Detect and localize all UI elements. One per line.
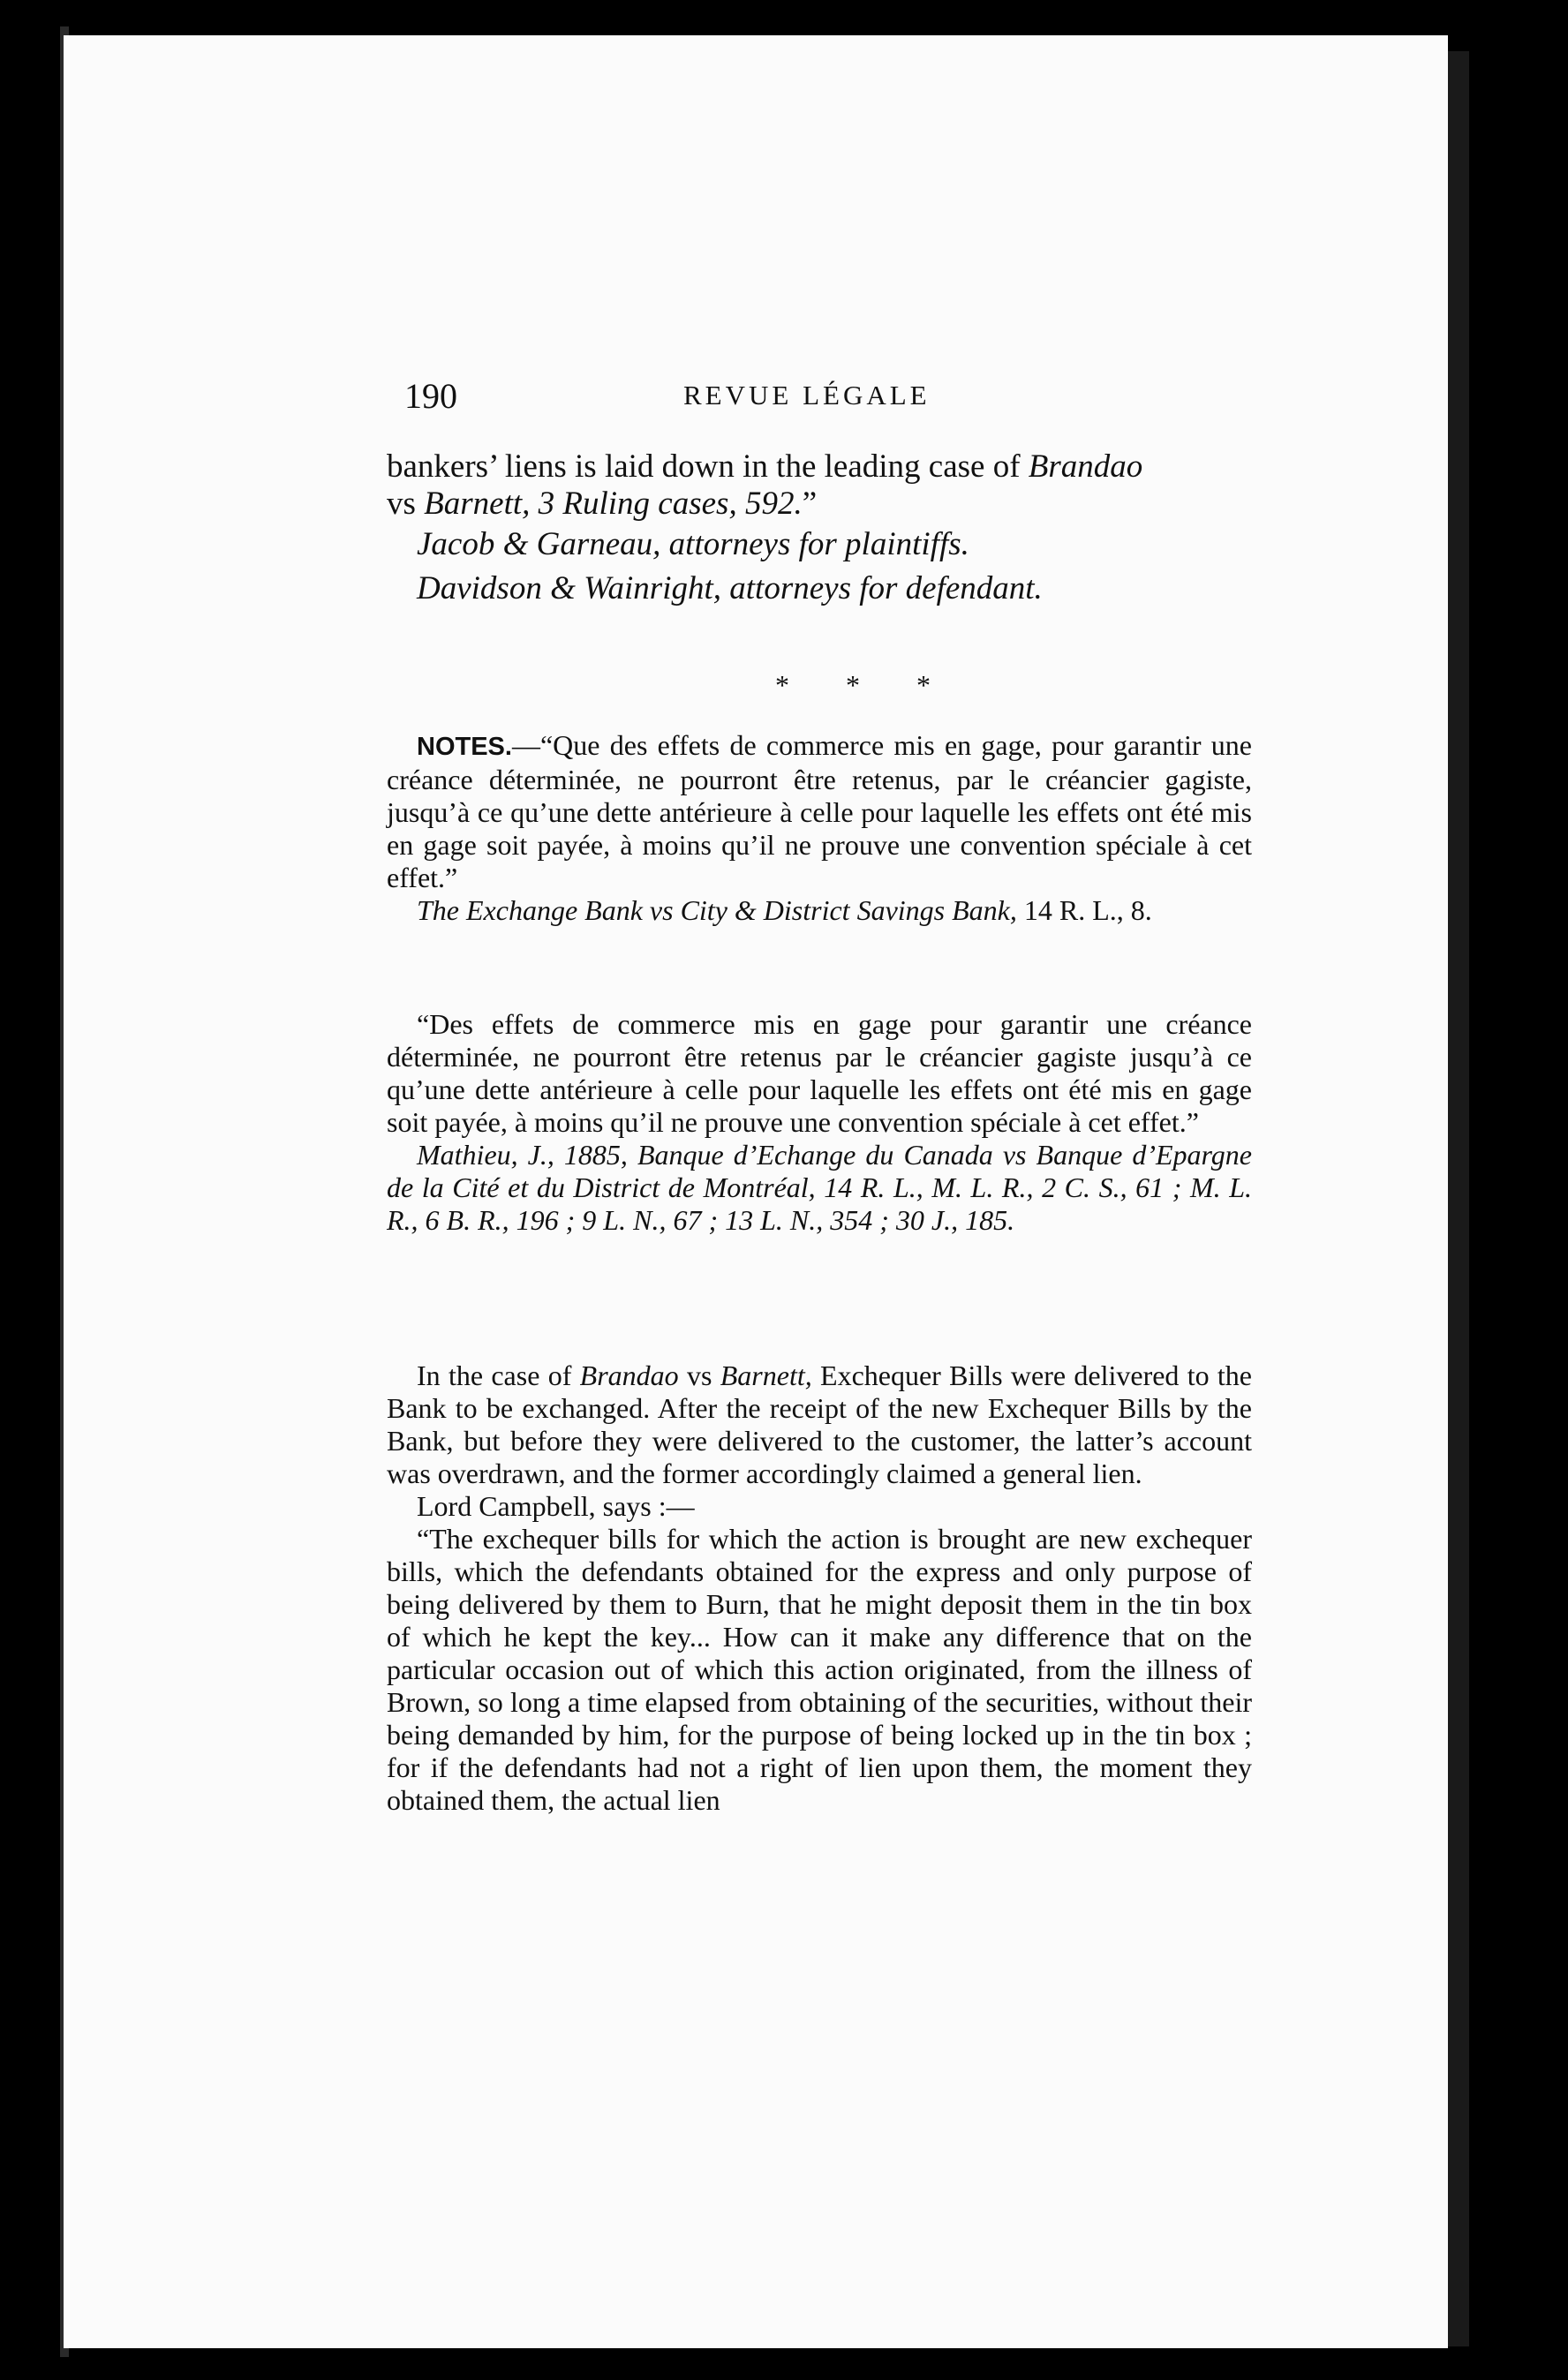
opening-paragraph	[387, 448, 1252, 607]
notes-label: NOTES.	[417, 733, 512, 761]
lord-campbell-line: Lord Campbell, says :—	[417, 1490, 695, 1522]
final-quote: “The exchequer bills for which the action is brought are new exchequer bills, which the defendants obtained for the express and only purpose of being delivered by them to Burn, that he might deposit them in the tin box of which he kept the key... How can it make any difference that on the particular occasion out of which this action originated, from the illness of Brown, so long a time elapsed from obtaining of the securities, without their being demanded by him, for the purpose of being locked up in the tin box ; for if the defendants had not a right of lien upon them, the moment they obtained them, the actual lien	[387, 1523, 1252, 1816]
case-party-b: Barnett,	[720, 1359, 812, 1391]
case-block	[387, 1359, 1252, 1817]
second-quote-text: “Des effets de commerce mis en gage pour garantir une créance déterminée, ne pourront être retenus par le créancier gagiste jusqu’à ce qu’une dette antérieure à celle pour laquelle les effets ont été mis en gage soit payée, à moins qu’il ne prouve une convention spéciale à cet effet.”	[387, 1008, 1252, 1138]
running-title: REVUE LÉGALE	[683, 380, 931, 410]
notes-quote: —“Que des effets de commerce mis en gage, pour garantir une créance déterminée, ne pourront être retenus, par le créancier gagiste, jusqu’à ce qu’une dette antérieure à celle pour laquelle les effets ont été mis en gage soit payée, à moins qu’il ne prouve une convention spéciale à cet effet.”	[387, 729, 1252, 893]
page-number: 190	[404, 376, 457, 416]
notes-block	[387, 729, 1252, 927]
attorneys-plaintiffs: Jacob & Garneau, attorneys for plaintiffs.	[417, 526, 969, 562]
opening-case-name: Brandao	[1028, 448, 1143, 485]
case-party-a: Brandao	[579, 1359, 679, 1391]
running-header	[387, 375, 1252, 428]
opening-vs: vs	[387, 486, 425, 522]
case-intro: In the case of	[417, 1359, 580, 1391]
page-right-border	[1448, 51, 1469, 2346]
opening-citation: Barnett, 3 Ruling cases, 592.	[424, 486, 803, 522]
case-text: Exchequer Bills were delivered to the Bank to be exchanged. After the receipt of the new Exchequer Bills by the Bank, but before they were delivered to the customer, the latter’s account was overdrawn, and the former accordingly claimed a general lien.	[387, 1359, 1253, 1489]
section-separator: * * *	[775, 669, 955, 701]
opening-close-quote: ”	[802, 486, 818, 522]
second-quote-block	[387, 1008, 1252, 1237]
opening-text: bankers’ liens is laid down in the leading case of	[387, 448, 1029, 485]
notes-citation	[387, 894, 1252, 927]
attorneys-defendant: Davidson & Wainright, attorneys for defendant.	[417, 570, 1043, 606]
second-quote-citation: Mathieu, J., 1885, Banque d’Echange du Canada vs Banque d’Epargne de la Cité et du District de Montréal, 14 R. L., M. L. R., 2 C. S., 61 ; M. L. R., 6 B. R., 196 ; 9 L. N., 67 ; 13 L. N., 354 ; 30 J., 185.	[387, 1139, 1252, 1236]
notes-citation-case: The Exchange Bank vs City & District Savings Bank,	[417, 894, 1017, 926]
case-vs: vs	[678, 1359, 720, 1391]
notes-citation-ref: 14 R. L., 8.	[1016, 894, 1152, 926]
